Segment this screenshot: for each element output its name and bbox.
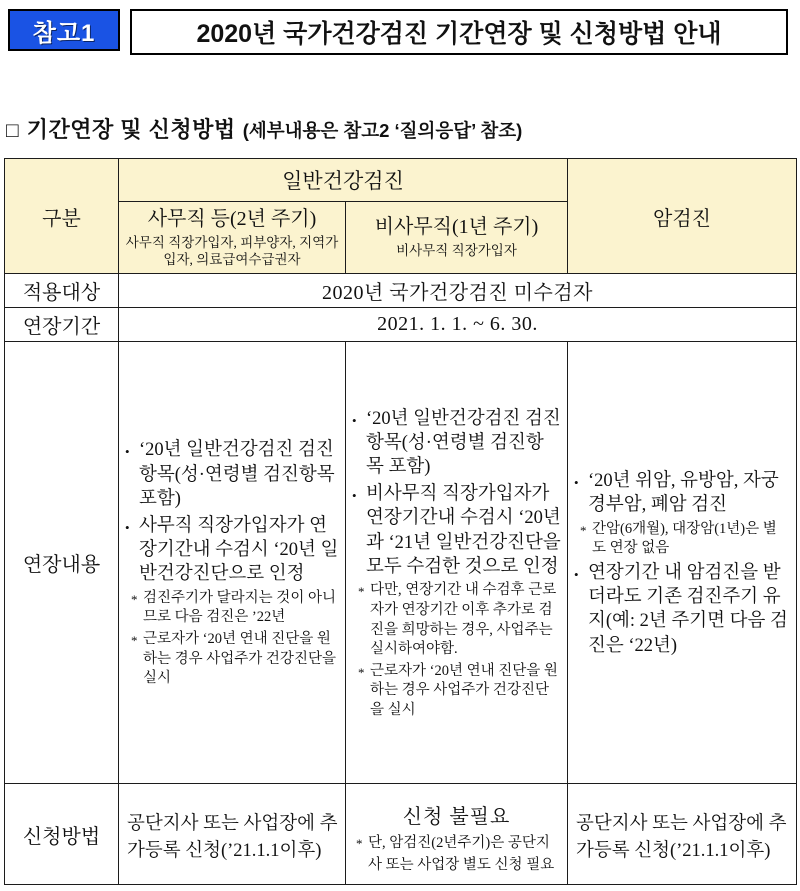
header-office-worker <box>119 202 346 274</box>
page-title: 2020년 국가건강검진 기간연장 및 신청방법 안내 <box>130 9 788 55</box>
list-item <box>125 438 339 511</box>
bullet-icon: • <box>352 412 357 428</box>
bullet-icon: • <box>352 487 357 503</box>
list-item <box>352 482 561 580</box>
row-period-label: 연장기간 <box>5 308 119 342</box>
asterisk-icon: * <box>358 664 365 680</box>
apply-office-text: 공단지사 또는 사업장에 추가등록 신청(’21.1.1이후) <box>127 814 338 861</box>
apply-office-cell <box>119 784 346 885</box>
row-content-label: 연장내용 <box>5 342 119 784</box>
list-item-text: 근로자가 ‘20년 연내 진단을 원하는 경우 사업주가 건강진단을 실시 <box>370 662 558 718</box>
row-content <box>5 342 797 784</box>
list-item-text: 사무직 직장가입자가 연장기간내 수검시 ‘20년 일반건강진단으로 인정 <box>139 515 339 585</box>
list-item <box>352 407 561 480</box>
top-banner <box>0 0 800 55</box>
list-item-text: 비사무직 직장가입자가 연장기간내 수검시 ‘20년과 ‘21년 일반건강진단을 모두 수검한 것으로 인정 <box>366 483 561 578</box>
list-item-text: 검진주기가 달라지는 것이 아니므로 다음 검진은 ’22년 <box>143 589 336 626</box>
bullet-icon: • <box>125 444 130 460</box>
list-item-note <box>125 630 339 689</box>
row-apply <box>5 784 797 885</box>
header-row-1 <box>5 159 797 202</box>
list-item-text: 다만, 연장기간 내 수검후 근로자가 연장기간 이후 추가로 검진을 희망하는 경우, 사업주는 실시하여야함. <box>370 582 557 658</box>
asterisk-icon: * <box>131 591 138 607</box>
bullet-icon: • <box>574 566 579 582</box>
list-item <box>125 514 339 587</box>
header-cancer-checkup: 암검진 <box>568 159 797 274</box>
header-non-office-subtitle: 비사무직 직장가입자 <box>396 243 517 259</box>
list-item-text: 간암(6개월), 대장암(1년)은 별도 연장 없음 <box>592 520 777 557</box>
section-heading-text: 기간연장 및 신청방법 <box>26 117 236 142</box>
list-item-text: 연장기간 내 암검진을 받더라도 기존 검진주기 유지(예: 2년 주기면 다음 검진은 ‘22년) <box>588 562 788 656</box>
extension-table <box>4 158 797 885</box>
reference-badge: 참고1 <box>8 9 120 51</box>
apply-non-office-cell <box>346 784 568 885</box>
list-item-note <box>352 662 561 721</box>
section-heading <box>6 113 800 144</box>
header-general-checkup: 일반건강검진 <box>119 159 568 202</box>
bullet-icon: • <box>574 474 579 490</box>
apply-non-office-note <box>350 829 563 875</box>
list-item-note <box>352 581 561 659</box>
list-item <box>574 561 790 659</box>
header-non-office-worker <box>346 202 568 274</box>
asterisk-icon: * <box>358 584 365 600</box>
row-period-value: 2021. 1. 1. ~ 6. 30. <box>119 308 797 342</box>
content-cancer-cell <box>568 342 797 784</box>
row-apply-label: 신청방법 <box>5 784 119 885</box>
header-non-office-title: 비사무직(1년 주기) <box>374 216 539 239</box>
header-office-title: 사무직 등(2년 주기) <box>147 208 317 231</box>
apply-cancer-text: 공단지사 또는 사업장에 추가등록 신청(’21.1.1이후) <box>576 814 787 861</box>
row-period <box>5 308 797 342</box>
bullet-icon: • <box>125 519 130 535</box>
header-category: 구분 <box>5 159 119 274</box>
apply-cancer-cell <box>568 784 797 885</box>
asterisk-icon: * <box>131 632 138 648</box>
apply-non-office-note-text: 단, 암검진(2년주기)은 공단지사 또는 사업장 별도 신청 필요 <box>368 835 555 873</box>
list-item-text: 근로자가 ‘20년 연내 진단을 원하는 경우 사업주가 건강진단을 실시 <box>143 630 336 687</box>
list-item-text: ‘20년 일반건강검진 검진항목(성·연령별 검진항목 포함) <box>366 408 561 478</box>
row-target <box>5 274 797 308</box>
apply-non-office-main: 신청 불필요 <box>402 806 511 829</box>
section-heading-note: (세부내용은 참고2 ‘질의응답’ 참조) <box>242 120 523 141</box>
list-item-note <box>574 520 790 559</box>
list-item-note <box>125 589 339 628</box>
list-item-text: ‘20년 위암, 유방암, 자궁경부암, 폐암 검진 <box>588 470 779 516</box>
content-office-cell <box>119 342 346 784</box>
asterisk-icon: * <box>356 836 363 852</box>
content-non-office-cell <box>346 342 568 784</box>
asterisk-icon: * <box>580 522 587 538</box>
header-office-subtitle: 사무직 직장가입자, 피부양자, 지역가입자, 의료급여수급권자 <box>125 235 339 267</box>
list-item-text: ‘20년 일반건강검진 검진항목(성·연령별 검진항목 포함) <box>139 440 335 510</box>
row-target-value: 2020년 국가건강검진 미수검자 <box>119 274 797 308</box>
list-item <box>574 469 790 518</box>
row-target-label: 적용대상 <box>5 274 119 308</box>
square-bullet-icon: □ <box>6 119 19 142</box>
